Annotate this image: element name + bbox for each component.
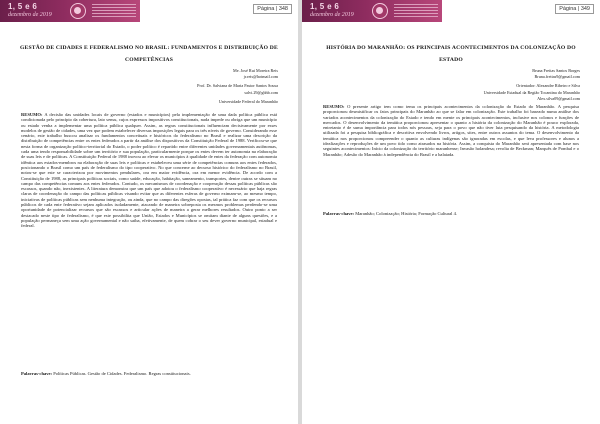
author-email: Bruna.freitas9@gmail.com [534,74,580,80]
banner-logo-subtext: dezembro de 2019 [310,12,354,18]
document-page-left [0,0,298,424]
author-block [484,68,580,102]
keywords-text: Políticas Públicas. Gestão de Cidades. Federalismo. Regras constitucionais. [53,371,191,376]
abstract [21,112,277,229]
banner-logo-text: 1, 5 e 6 [8,2,38,11]
keywords [323,211,579,216]
abstract [323,104,579,157]
banner-decoration [92,4,136,18]
event-emblem-icon [372,3,388,19]
event-emblem-icon [70,3,86,19]
page-number: Página | 349 [555,4,594,14]
author-email: jr.reis@hotmail.com [243,74,278,80]
author-name: Me. José Rui Moreira Reis [232,68,278,73]
author-block [197,68,278,105]
abstract-text: A decisão das unidades locais de governo (estados e municípios) pela implementação de uma dada política pública está condicionada pelo princípio da cobertura, lato sensu, cujos expressos impositivos constitucionais, nada impede ou obriga que um município ou estado venha a implementar uma política pública qualquer. Assim, as regras constitucionais influenciam decisivamente por esses modelos de gestão de cidades, uma vez que podem estabelecer diversas imposições legais para os três níveis de governo. Considerando esse cenário, este trabalho buscou analisar os fundamentos conceituais e históricos do federalismo no Brasil e realizar uma descrição da distribuição de competências entre os entes federados a partir da análise dos dispositivos da Constituição Federal de 1988. Verificou-se que nesta forma de organização político-territorial do Estado, o poder político é repartido entre diferentes unidades governamentais autônomas, cada uma tendo responsabilidade sobre um território e sua população, particularmente porque os entes devem ter autonomia na elaboração de suas leis e de políticas. A Constituição Federal de 1988 inovou ao elevar os municípios à qualidade de entes da federação com autonomia idêntica aos estados-membros na elaboração de suas leis e políticas e estabeleceu uma série de competências comuns aos entes federados, posicionando o Brasil como um país de federalismo do tipo cooperativo. No que concerne ao decurso histórico do federalismo no Brasil, notou-se que este se caracterizou por movimentos pendulares, ora em maior evidência, ora em menor evidência. De acordo com a Constituição de 1988, as principais políticas sociais, como saúde, educação, habitação, saneamento, transportes, dentre outras se situam no campo das competências comuns aos entes federados. Contudo, os mecanismos de coordenação e cooperação dessas políticas públicas são escassos, quando não, inexistentes. A literatura demonstra que um país que adotou o federalismo cooperativo é necessário que haja regras claras de coordenação do campo das políticas públicas visando evitar que as diferentes esferas de governo eximam-se, ao mesmo tempo, iniciativas de políticas públicas sem nenhuma integração, ou ainda, que no campo das diregões opostas, tal prática faz com que os recursos públicos de cada ente federativo sejam aplicados isoladamente, atacando de maneira sobreposta os mesmos problemas perdendo-se uma oportunidade de potencializar recursos que são escassos e articular ações de maneira a gerar melhores resultados. Outro ponto a ser destacado neste tipo de federalismo, é que este possibilita que União, Estados e Municípios se omitam diante de alguns questões, e a população permaneça sem uma ação governamental e não saiba, efetivamente, de quem cobrar o seu dever governo municipal, estadual e federal. [21,112,277,229]
keywords-label: Palavras-chave: [323,211,355,216]
keywords [21,371,277,376]
article-title: GESTÃO DE CIDADES E FEDERALISMO NO BRASIL: FUNDAMENTOS E DISTRIBUIÇÃO DE COMPETÊNCIAS [20,45,278,63]
advisor-name: Orientador: Alexandre Ribeiro e Silva [516,83,580,89]
page-number: Página | 348 [253,4,292,14]
keywords-label: Palavras-chave: [21,371,53,376]
advisor-name: Prof. Dr. Salviana de Maria Pastor Santos Sousa [197,83,278,89]
advisor-email: Alex.silva09@gmail.com [537,95,580,101]
abstract-label: RESUMO: [323,104,345,109]
article-title: HISTÓRIA DO MARANHÃO: OS PRINCIPAIS ACONTECIMENTOS DA COLONIZAÇÃO DO ESTADO [326,45,576,63]
abstract-text: O presente artigo tem como tema os principais acontecimentos da colonização do Estado do Maranhão. A pesquisa proporcionou desmistificar os fatos principais do Maranhão ao que se falar em colonização. Este trabalho foi baseado numa análise dos variados acontecimentos da colonização do Estado e tendo em mente os principais acontecimentos, inclusive nos colonos e funções de mercados. O desenvolvimento da temática proporcionou apresentar o quanto a história da colonização do Maranhão é pouco explorada, entretanto é de suma importância para todos nós pessoas, seja para o povo que não tiver luta pesquisando da história. A metodologia utilizada foi a pesquisa bibliográfica e descritiva envolvendo livros, artigos, sites, entre outros assuntos do tema. O desenvolvimento da temática nos proporcionou compreender o quanto as culturas indígenas são ignoradas em escolas, e que leva professores e alunos a idealizações e reproduções de um povo tido como atrasados na história. Assim, a conquista do Maranhão será apresentada com base nos seguintes acontecimentos: Início da colonização do território maranhense; Invasão holandesa; revolta de Beckman; Marquês de Pombal e o Maranhão; Adesão do Maranhão à independência do Brasil e a balaiada. [323,104,579,157]
banner-logo-text: 1, 5 e 6 [310,2,340,11]
banner-logo-subtext: dezembro de 2019 [8,12,52,18]
institution: Universidade Federal do Maranhão [218,98,278,104]
banner-decoration [394,4,438,18]
event-banner [0,0,140,22]
event-banner [302,0,442,22]
abstract-label: RESUMO: [21,112,43,117]
advisor-email: salvi.29@gbhb.com [244,89,278,95]
document-page-right [302,0,600,424]
keywords-text: Maranhão; Colonização; História; Formação Cultural 4. [355,211,457,216]
author-name: Bruna Freitas Santos Borges [532,68,580,73]
institution: Universidade Estadual da Região Tocantina do Maranhão [483,89,580,95]
